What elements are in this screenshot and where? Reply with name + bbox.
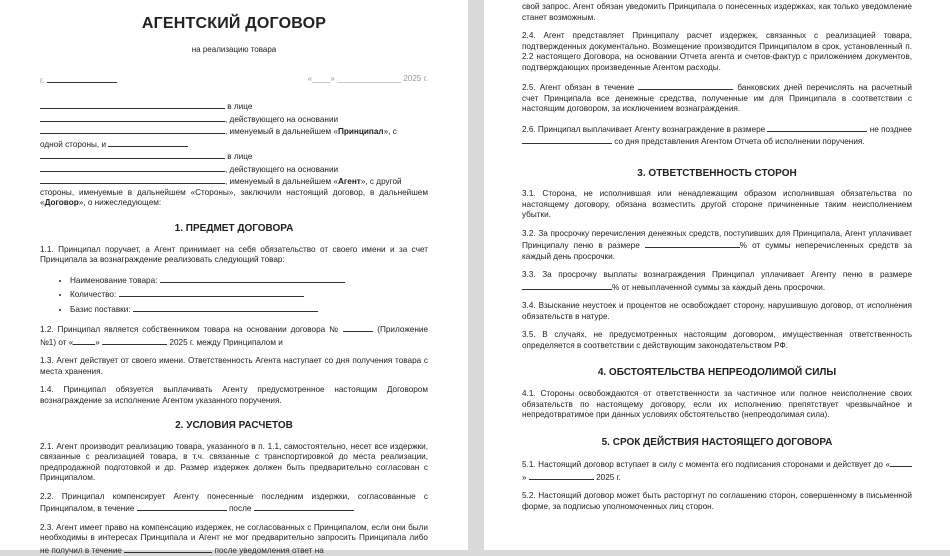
blank-line	[40, 163, 225, 172]
document-page-left	[0, 0, 468, 555]
blank-line	[40, 150, 225, 159]
document-subtitle: на реализацию товара	[191, 45, 277, 55]
clause-3-3: 3.3. За просрочку выплаты вознаграждения Принципал уплачивает Агенту пеню в размере % от невыплаченной суммы за каждый день просрочки.	[522, 270, 912, 292]
blank-line	[137, 502, 227, 511]
clause-2-3: 2.3. Агент имеет право на компенсацию издержек, не согласованных с Принципалом, если они были необходимы в интересах Принципала и Агент не мог предварительно запросить Принципала либо не получил в течение после уведомления ответ на	[40, 522, 428, 555]
clause-2-3-continued: свой запрос. Агент обязан уведомить Принципала о понесенных издержках, как только уведомление станет возможным.	[522, 2, 912, 22]
blank-line	[645, 239, 740, 248]
clause-1-4: 1.4. Принципал обязуется выплачивать Агенту предусмотренное настоящим Договором вознаграждение за исполнение Агентом указанного поручения.	[40, 385, 428, 405]
contract-term: Договор	[44, 198, 79, 208]
blank-line	[529, 471, 594, 480]
clause-5-2: 5.2. Настоящий договор может быть расторгнут по соглашению сторон, совершенному в письменной форме, за подписью уполномоченных лиц сторон.	[522, 491, 912, 511]
goods-item: • Базис поставки:	[70, 303, 428, 316]
section-3-heading: 3. ОТВЕТСТВЕННОСТЬ СТОРОН	[637, 167, 797, 179]
blank-line	[124, 544, 212, 553]
blank-line	[638, 81, 733, 90]
clause-5-1: 5.1. Настоящий договор вступает в силу с момента его подписания сторонами и действует до «» 2025 г.	[522, 458, 912, 483]
contract-date: «____» ______________ 2025 г.	[307, 73, 428, 83]
blank-line	[119, 288, 304, 297]
clause-2-4: 2.4. Агент представляет Принципалу расчет издержек, связанных с реализацией товара, подтвержденных документально. Возмещение производится Принципалом в срок, установленный п. 2.2 настоящего Договора, на основании Отчета агента и счетов-фактур с приложением документов, подтверждающих произведенные Агентом расходы.	[522, 31, 912, 72]
blank-line	[767, 123, 867, 132]
blank-line	[40, 175, 225, 184]
section-4-heading: 4. ОБСТОЯТЕЛЬСТВА НЕПРЕОДОЛИМОЙ СИЛЫ	[597, 367, 837, 379]
document-page-right	[484, 0, 950, 550]
section-1-heading: 1. ПРЕДМЕТ ДОГОВОРА	[174, 222, 294, 234]
principal-term: Принципал	[337, 127, 384, 137]
blank-line	[133, 303, 318, 312]
clause-4-1: 4.1. Стороны освобождаются от ответственности за частичное или полное неисполнение своих обязательств по настоящему договору, если их исполнению препятствует чрезвычайное и непредотвратимое при данных условиях обстоятельство (непреодолимая сила).	[522, 389, 912, 420]
clause-2-2: 2.2. Принципал компенсирует Агенту понесенные последним издержки, согласованные с Принципалом, в течение после	[40, 491, 428, 514]
clause-3-2: 3.2. За просрочку перечисления денежных средств, поступивших для Принципала, Агент уплачивает Принципалу пеню в размере % от суммы неперечисленных средств за каждый день просрочки.	[522, 228, 912, 261]
agent-term: Агент	[337, 177, 361, 187]
blank-line	[522, 135, 612, 144]
blank-line	[102, 336, 167, 345]
clause-3-5: 3.5. В случаях, не предусмотренных настоящим договором, имущественная ответственность определяется в соответствии с действующим законодательством РФ.	[522, 330, 912, 350]
clause-1-1: 1.1. Принципал поручает, а Агент принимает на себя обязательство от своего имени и за счет Принципала за вознаграждение реализовать следующий товар:	[40, 244, 428, 264]
goods-item: • Наименование товара:	[70, 274, 428, 287]
blank-line	[160, 274, 345, 283]
blank-line	[40, 125, 225, 134]
goods-item: • Количество:	[70, 288, 428, 301]
document-title: АГЕНТСКИЙ ДОГОВОР	[141, 15, 327, 32]
clause-1-2: 1.2. Принципал является собственником товара на основании договора № (Приложение №1) от « » 2025 г. между Принципалом и	[40, 325, 428, 347]
blank-line	[343, 323, 373, 332]
clause-2-1: 2.1. Агент производит реализацию товара, указанного в п. 1.1, самостоятельно, несет все издержки, связанные с реализацией товара, в т.ч. связанные с транспортировкой до места реализации, предпродажной подготовкой и др. Размер издержек должен быть предварительно согласован с Принципалом.	[40, 441, 428, 483]
contract-intro: в лице , действующего на основании , именуемый в дальнейшем «Принципал», с одной стороны, и в лице , действующего на основании , именуемый в дальнейшем «Агент», с другой стороны, именуемые в дальнейшем «Стороны», заключили настоящий договор, в дальнейшем «Договор», о нижеследующем:	[40, 102, 428, 208]
blank-line	[108, 138, 188, 147]
section-2-heading: 2. УСЛОВИЯ РАСЧЕТОВ	[175, 420, 293, 431]
blank-line	[890, 458, 912, 467]
blank-line	[40, 100, 225, 109]
blank-line	[522, 281, 612, 290]
clause-2-5: 2.5. Агент обязан в течение банковских дней перечислять на расчетный счет Принципала все денежные средства, полученные им для Принципала в соответствии с настоящим договором, за исключением вознаграждения.	[522, 83, 912, 113]
blank-line	[254, 502, 354, 511]
place-date-row	[40, 74, 428, 87]
goods-list	[40, 274, 428, 316]
city-field: г.	[40, 74, 117, 87]
clause-2-6: 2.6. Принципал выплачивает Агенту вознаграждение в размере не позднее со дня представления Агентом Отчета об исполнении поручения.	[522, 124, 912, 146]
blank-line	[73, 336, 95, 345]
clause-1-3: 1.3. Агент действует от своего имени. Ответственность Агента наступает со дня получения товара с места хранения.	[40, 356, 428, 376]
blank-line	[47, 74, 117, 83]
clause-3-4: 3.4. Взыскание неустоек и процентов не освобождает сторону, нарушившую договор, от исполнения обязательств в натуре.	[522, 301, 912, 321]
clause-3-1: 3.1. Сторона, не исполнившая или ненадлежащим образом исполнившая обязательства по настоящему договору, обязана возместить другой стороне причиненные таким неисполнением убытки.	[522, 189, 912, 220]
blank-line	[40, 113, 225, 122]
section-5-heading: 5. СРОК ДЕЙСТВИЯ НАСТОЯЩЕГО ДОГОВОРА	[601, 436, 833, 448]
